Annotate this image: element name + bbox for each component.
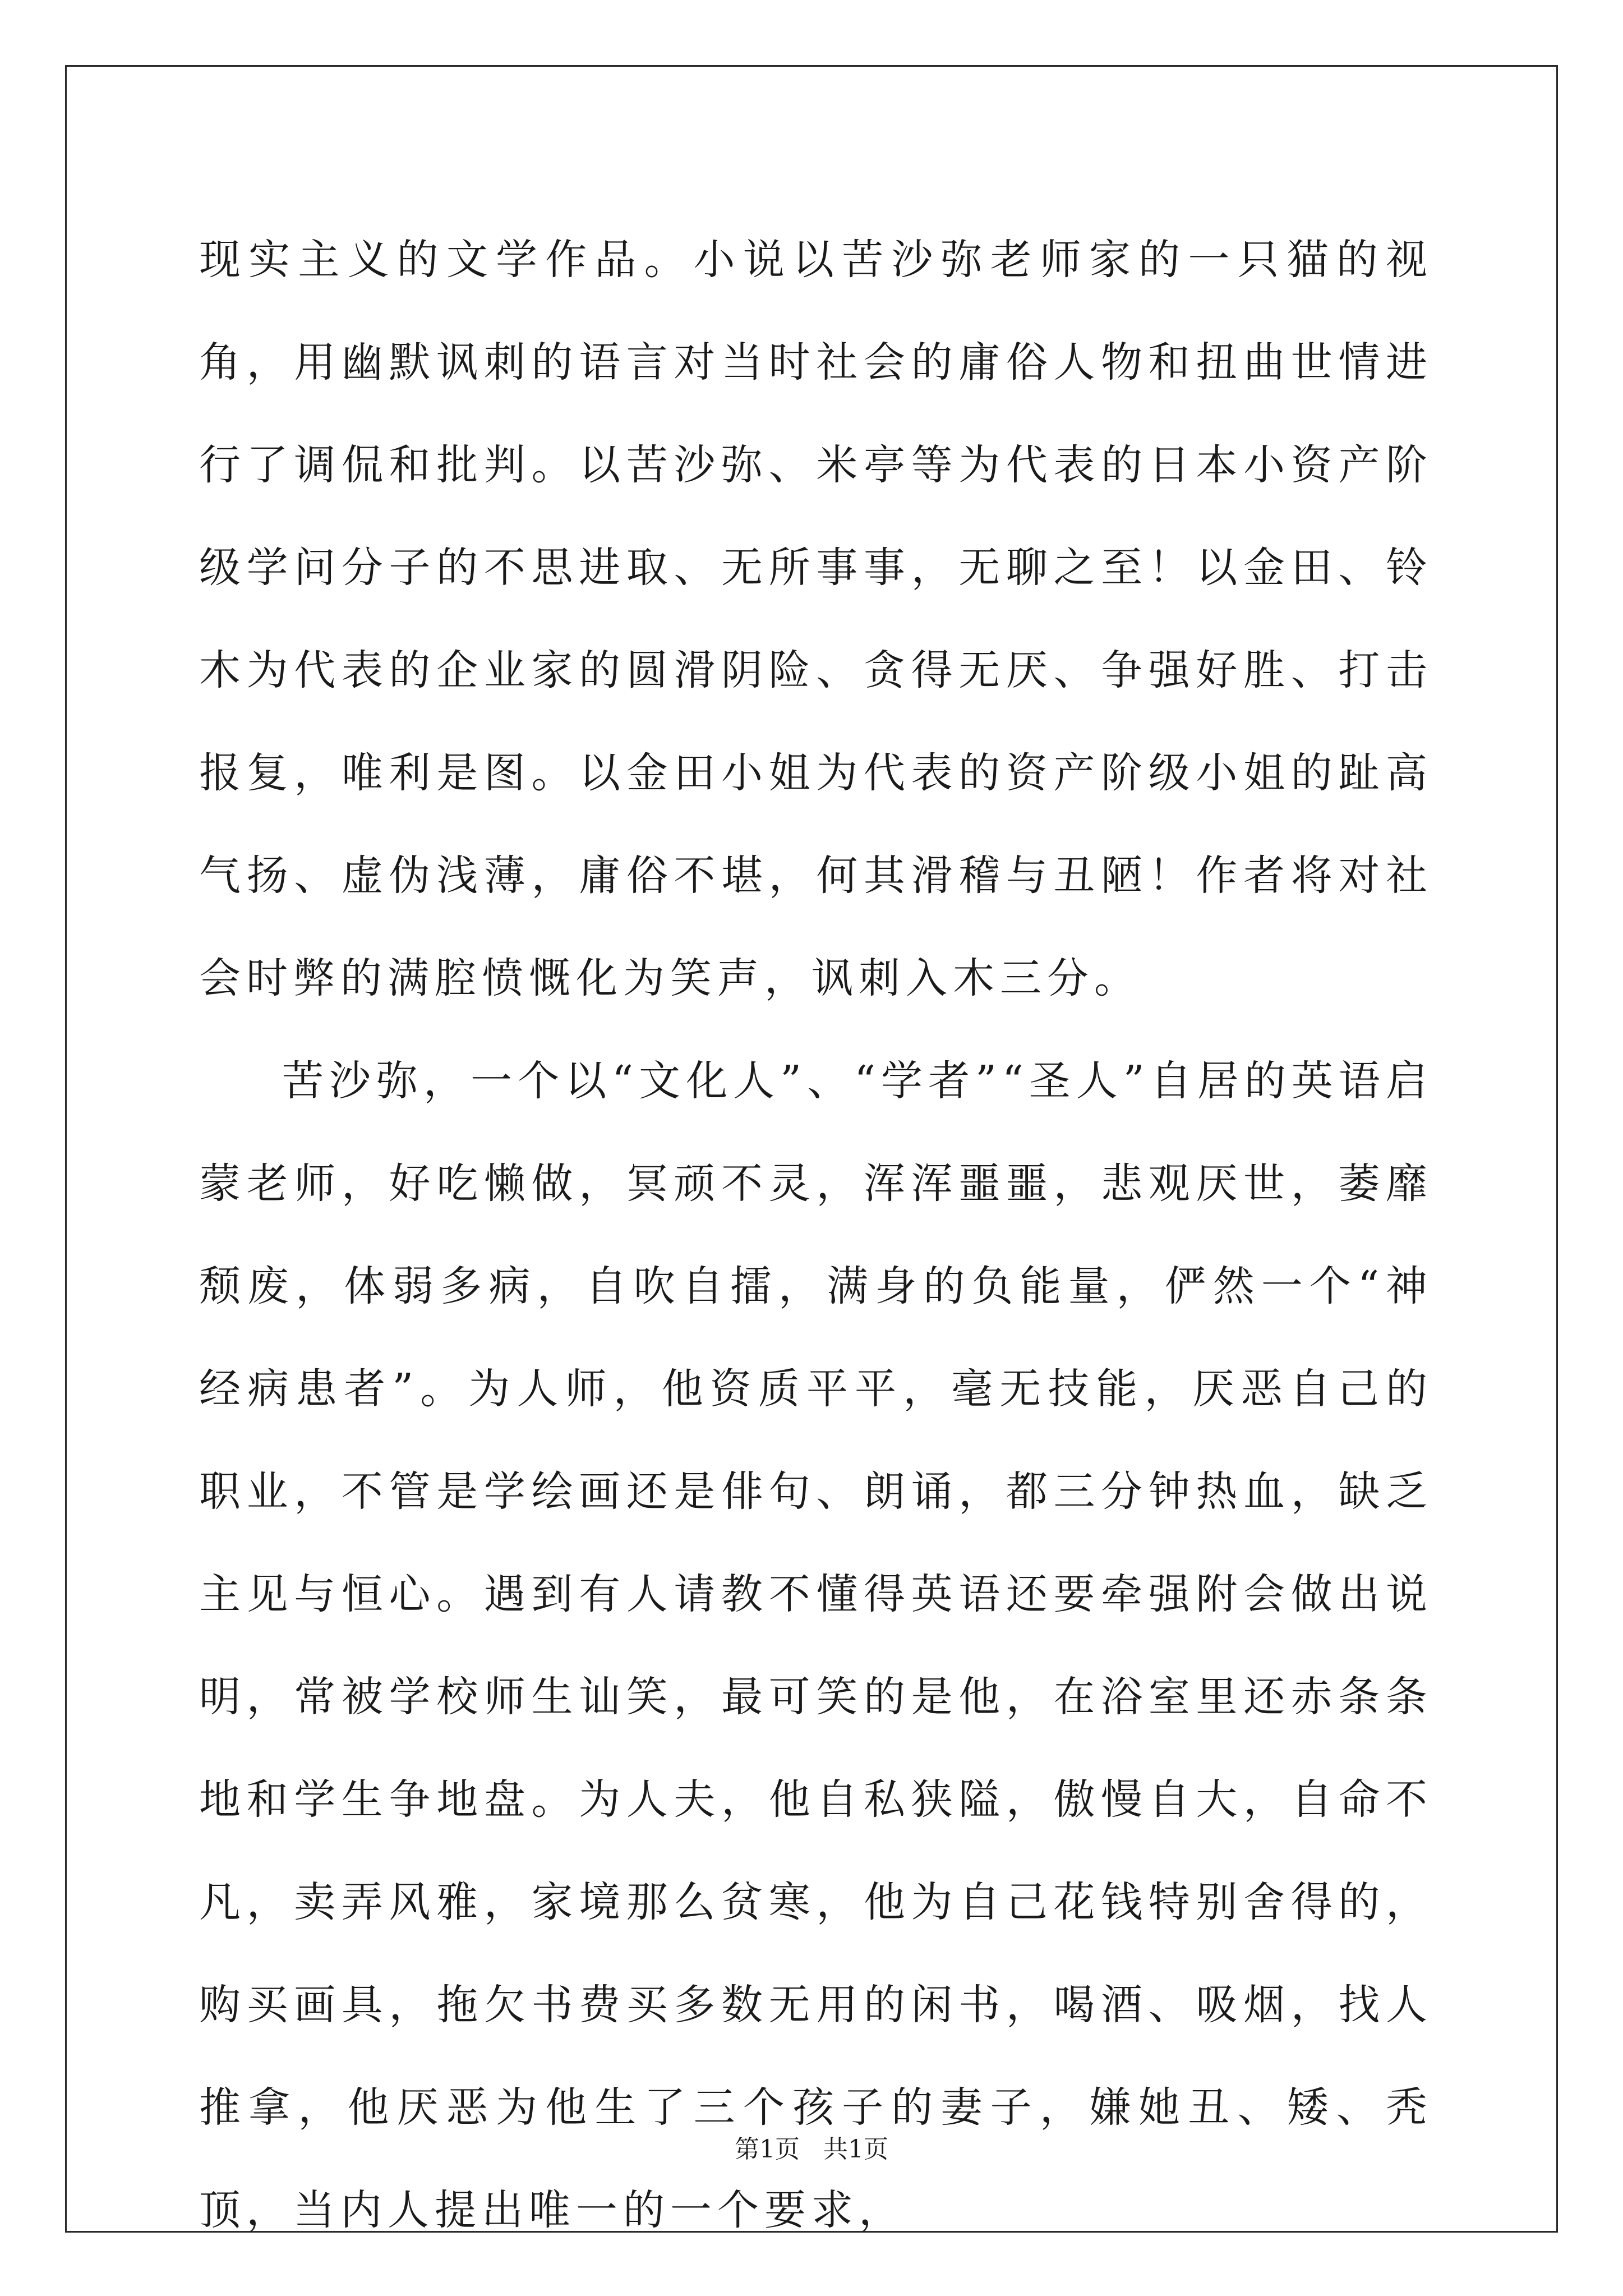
page-footer: 第1页 共1页 [735, 2135, 888, 2164]
paragraph-2: 苦沙弥，一个以“文化人”、“学者”“圣人”自居的英语启蒙老师，好吃懒做，冥顽不灵，浑浑噩噩，悲观厌世，萎靡颓废，体弱多病，自吹自擂，满身的负能量，俨然一个“神经病患者”。为人师，他资质平平，毫无技能，厌恶自己的职业，不管是学绘画还是俳句、朗诵，都三分钟热血，缺乏主见与恒心。遇到有人请教不懂得英语还要牵强附会做出说明，常被学校师生讪笑，最可笑的是他，在浴室里还赤条条地和学生争地盘。为人夫，他自私狭隘，傲慢自大，自命不凡，卖弄风雅，家境那么贫寒，他为自己花钱特别舍得的，购买画具，拖欠书费买多数无用的闲书，喝酒、吸烟，找人推拿，他厌恶为他生了三个孩子的妻子，嫌她丑、矮、秃顶，当内人提出唯一的一个要求， [199, 1057, 1433, 2234]
document-body [199, 209, 1433, 2262]
paragraph-1: 现实主义的文学作品。小说以苦沙弥老师家的一只猫的视角，用幽默讽刺的语言对当时社会的庸俗人物和扭曲世情进行了调侃和批判。以苦沙弥、米亭等为代表的日本小资产阶级学问分子的不思进取、无所事事，无聊之至！以金田、铃木为代表的企业家的圆滑阴险、贪得无厌、争强好胜、打击报复，唯利是图。以金田小姐为代表的资产阶级小姐的趾高气扬、虚伪浅薄，庸俗不堪，何其滑稽与丑陋！作者将对社会时弊的满腔愤慨化为笑声，讽刺入木三分。 [199, 236, 1433, 1002]
